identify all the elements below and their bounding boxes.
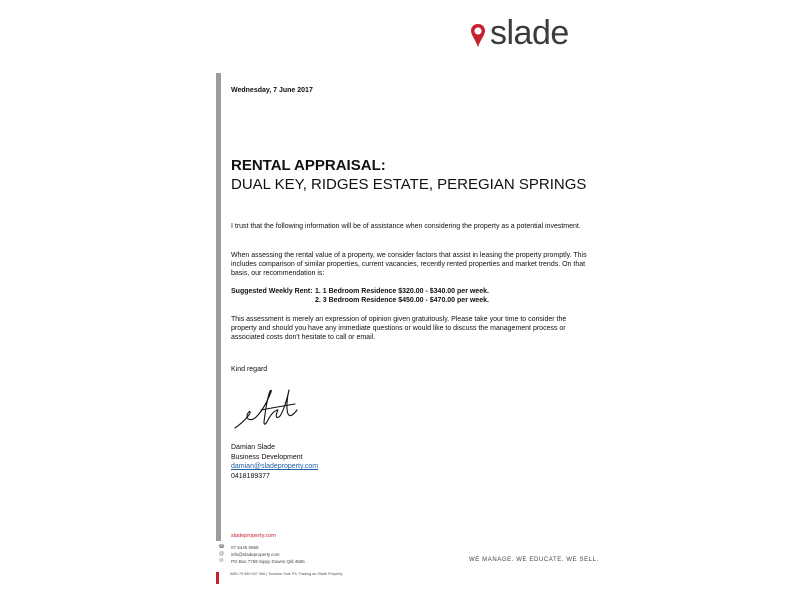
letter-title: RENTAL APPRAISAL:	[231, 157, 386, 174]
side-bar	[216, 73, 221, 541]
rent-item: 2. 3 Bedroom Residence $450.00 - $470.00 per week.	[315, 297, 489, 304]
slade-logo	[470, 14, 582, 54]
phone-icon: ☎	[218, 544, 225, 550]
rent-label: Suggested Weekly Rent:	[231, 288, 313, 295]
footer-phone	[218, 544, 259, 550]
signatory-role: Business Development	[231, 453, 303, 461]
logo-wordmark: slade	[490, 14, 569, 52]
email-icon: @	[218, 551, 225, 557]
mailbox-icon: ✉	[219, 558, 224, 564]
footer-email	[218, 551, 280, 557]
signatory-phone: 0418189377	[231, 472, 270, 480]
footer-email-text[interactable]: info@sladeproperty.com	[231, 551, 280, 557]
signatory	[231, 443, 318, 481]
signatory-name: Damian Slade	[231, 444, 275, 451]
closing: Kind regard	[231, 366, 268, 373]
signatory-email-link[interactable]: damian@sladeproperty.com	[231, 463, 319, 470]
paragraph-disclaimer: This assessment is merely an expression of opinion given gratuitously. Please take your time to consider the property and should you have any immediate questions or would like to discuss the management process or associated costs don't hesitate to call or email.	[231, 316, 567, 341]
map-pin-icon	[470, 23, 486, 49]
letter-subtitle: DUAL KEY, RIDGES ESTATE, PEREGIAN SPRINGS	[231, 176, 587, 193]
tagline: WE MANAGE. WE EDUCATE. WE SELL.	[469, 557, 599, 563]
side-accent	[216, 572, 219, 584]
paragraph-assessment: When assessing the rental value of a property, we consider factors that assist in leasing the property promptly. This includes comparison of similar properties, current vacancies, recently rented properties and market trends. On that basis, our recommendation is:	[231, 252, 587, 277]
footer-address-text: PO Box 7769 Sippy Downs Qld 4556	[231, 558, 305, 564]
signature	[231, 380, 311, 441]
paragraph-intro: I trust that the following information will be of assistance when considering the property as a potential investment.	[231, 223, 581, 230]
letter-date: Wednesday, 7 June 2017	[231, 87, 313, 94]
rent-item: 1. 1 Bedroom Residence $320.00 - $340.00 per week.	[315, 288, 489, 295]
footer-phone-text: 07 5445 5969	[231, 544, 259, 550]
footer-abn: ABN 79 559 007 966 | Toowine Sole P/L Trading as Slade Property	[230, 572, 343, 576]
footer-address	[218, 558, 305, 564]
footer-website-link[interactable]: sladeproperty.com	[231, 533, 276, 539]
